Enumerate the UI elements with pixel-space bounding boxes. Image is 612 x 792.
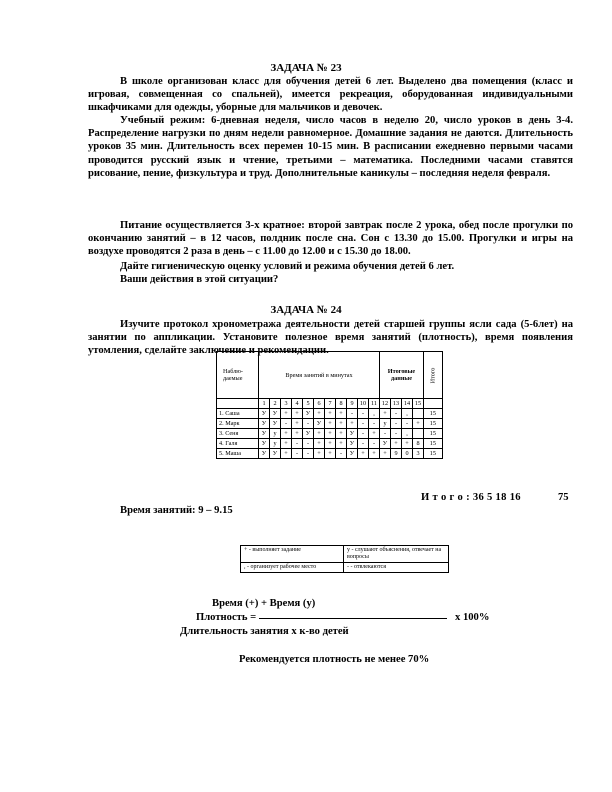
minute-header: 2 <box>270 399 281 409</box>
row-total: 15 <box>424 429 443 439</box>
activity-cell: У <box>259 439 270 449</box>
density-recommendation: Рекомендуется плотность не менее 70% <box>239 654 430 665</box>
minute-header: 5 <box>303 399 314 409</box>
activity-cell: + <box>402 439 413 449</box>
activity-cell: У <box>314 419 325 429</box>
activity-cell: + <box>292 409 303 419</box>
activity-cell: + <box>281 409 292 419</box>
activity-cell: 0 <box>402 449 413 459</box>
minute-header: 8 <box>336 399 347 409</box>
activity-cell: + <box>336 439 347 449</box>
formula-numerator: Время (+) + Время (у) <box>212 598 316 609</box>
minute-header: 13 <box>391 399 402 409</box>
task23-paragraph-2: Учебный режим: 6-дневная неделя, число часов в неделю 20, число уроков в день 3-4. Распределение нагрузки по дням недели равномерное. Домашние задания не даются. Длительность уроков 35 мин. Длительность всех перемен 10-15 мин. В расписании ежедневно первыми часами проводится русский язык и чтение, третьими – математика. Последними часами ставятся рисование, пение, физкультура и труд. Дополнительные каникулы – последняя неделя февраля. <box>88 115 573 179</box>
row-total: 15 <box>424 409 443 419</box>
activity-cell: - <box>369 419 380 429</box>
class-time: Время занятий: 9 – 9.15 <box>120 505 233 516</box>
activity-cell: - <box>358 429 369 439</box>
activity-cell: - <box>303 419 314 429</box>
child-name: 4. Галя <box>217 439 259 449</box>
legend-table <box>240 545 449 573</box>
activity-cell: У <box>259 449 270 459</box>
child-name: 3. Сеня <box>217 429 259 439</box>
task23-paragraph-3: Питание осуществляется 3-х кратное: второй завтрак после 2 урока, обед после прогулки по окончанию занятий – в 12 часов, полдник после сна. Сон с 13.30 до 15.00. Прогулки и игры на воздухе проводятся 2 раза в день – с 11.00 до 12.00 и с 15.30 до 18.00. <box>88 220 573 258</box>
activity-cell: + <box>391 439 402 449</box>
activity-cell: + <box>314 429 325 439</box>
task24-title: ЗАДАЧА № 24 <box>270 304 342 316</box>
header-total: Итого <box>424 352 443 399</box>
legend-doing-task: + - выполняет задание <box>241 546 344 563</box>
activity-cell: + <box>314 409 325 419</box>
table-row <box>217 409 443 419</box>
activity-cell: У <box>303 429 314 439</box>
activity-cell: У <box>303 409 314 419</box>
activity-cell <box>413 429 424 439</box>
activity-cell: У <box>380 439 391 449</box>
activity-cell: У <box>259 419 270 429</box>
minute-header: 11 <box>369 399 380 409</box>
activity-cell: - <box>292 439 303 449</box>
activity-cell: - <box>358 419 369 429</box>
formula-denominator: Длительность занятия х к-во детей <box>180 626 349 637</box>
activity-cell: + <box>325 439 336 449</box>
activity-cell: + <box>369 449 380 459</box>
minute-header: 1 <box>259 399 270 409</box>
task24-paragraph-1: Изучите протокол хронометража деятельности детей старшей группы ясли сада (5-6лет) на занятии по аппликации. Установите полезное время занятий (плотность), время появления утомления, сделайте заключение и рекомендации. <box>88 319 573 357</box>
activity-cell: - <box>336 449 347 459</box>
formula-fraction-bar <box>259 618 447 619</box>
activity-cell: + <box>336 419 347 429</box>
header-time: Время занятий в минутах <box>259 352 380 399</box>
activity-cell: + <box>336 409 347 419</box>
activity-cell: у <box>380 419 391 429</box>
child-name: 5. Маша <box>217 449 259 459</box>
table-row <box>217 419 443 429</box>
minute-header: 12 <box>380 399 391 409</box>
activity-cell: У <box>270 449 281 459</box>
task23-title: ЗАДАЧА № 23 <box>270 62 342 74</box>
activity-cell: - <box>391 429 402 439</box>
activity-cell: + <box>314 449 325 459</box>
activity-cell: у <box>270 439 281 449</box>
activity-cell: + <box>358 449 369 459</box>
minute-header-blank-end <box>424 399 443 409</box>
table-row <box>217 439 443 449</box>
activity-cell: + <box>292 419 303 429</box>
header-totals: Итоговые данные <box>380 352 424 399</box>
activity-cell: - <box>303 449 314 459</box>
row-total: 15 <box>424 449 443 459</box>
minutes-header-row <box>217 399 443 409</box>
activity-cell: - <box>358 409 369 419</box>
activity-cell: + <box>281 449 292 459</box>
activity-cell: У <box>259 409 270 419</box>
activity-cell: - <box>402 419 413 429</box>
activity-cell: + <box>281 429 292 439</box>
activity-cell: У <box>270 409 281 419</box>
task23-question-1: Дайте гигиеническую оценку условий и режима обучения детей 6 лет. <box>120 261 455 272</box>
activity-cell: + <box>347 419 358 429</box>
task23-question-2: Ваши действия в этой ситуации? <box>120 274 279 285</box>
activity-cell: 8 <box>413 439 424 449</box>
activity-cell: У <box>270 419 281 429</box>
activity-cell: У <box>347 439 358 449</box>
minute-header: 10 <box>358 399 369 409</box>
activity-cell: + <box>325 429 336 439</box>
chronometry-table <box>216 351 443 459</box>
legend-listening: у - слушают объяснения, отвечает на вопросы <box>344 546 449 563</box>
activity-cell: 9 <box>391 449 402 459</box>
table-body <box>217 409 443 459</box>
table-row <box>217 449 443 459</box>
minute-header: 3 <box>281 399 292 409</box>
activity-cell: - <box>391 419 402 429</box>
minute-header: 6 <box>314 399 325 409</box>
activity-cell: - <box>292 449 303 459</box>
activity-cell: + <box>369 429 380 439</box>
activity-cell: - <box>380 429 391 439</box>
activity-cell: + <box>413 419 424 429</box>
activity-cell: - <box>358 439 369 449</box>
minute-header: 14 <box>402 399 413 409</box>
legend-organizing: , - организует рабочее место <box>241 563 344 573</box>
legend-distracted: - - отвлекаются <box>344 563 449 573</box>
activity-cell: , <box>369 409 380 419</box>
activity-cell: + <box>380 449 391 459</box>
row-total: 15 <box>424 439 443 449</box>
minute-header: 7 <box>325 399 336 409</box>
minute-header: 15 <box>413 399 424 409</box>
activity-cell: У <box>347 429 358 439</box>
minute-header: 9 <box>347 399 358 409</box>
activity-cell: + <box>325 419 336 429</box>
minute-header: 4 <box>292 399 303 409</box>
child-name: 1. Саша <box>217 409 259 419</box>
child-name: 2. Марк <box>217 419 259 429</box>
activity-cell: + <box>325 449 336 459</box>
activity-cell: 3 <box>413 449 424 459</box>
activity-cell: + <box>314 439 325 449</box>
row-total: 15 <box>424 419 443 429</box>
minutes-header-blank <box>217 399 259 409</box>
activity-cell: - <box>391 409 402 419</box>
formula-left: Плотность = <box>196 612 257 623</box>
activity-cell: - <box>303 439 314 449</box>
activity-cell <box>413 409 424 419</box>
activity-cell: + <box>336 429 347 439</box>
activity-cell: У <box>259 429 270 439</box>
activity-cell: + <box>292 429 303 439</box>
activity-cell: у <box>270 429 281 439</box>
activity-cell: + <box>325 409 336 419</box>
summary-totals: И т о г о : 36 5 18 16 <box>421 492 521 503</box>
formula-right: х 100% <box>455 612 490 623</box>
activity-cell: - <box>281 419 292 429</box>
activity-cell: , <box>402 429 413 439</box>
activity-cell: + <box>281 439 292 449</box>
header-observed: Наблю-даемые <box>217 352 259 399</box>
task23-paragraph-1: В школе организован класс для обучения детей 6 лет. Выделено два помещения (класс и игровая, совмещенная со спальней), имеется рекреация, оборудованная индивидуальными шкафчиками для одежды, уборные для мальчиков и девочек. <box>88 76 573 114</box>
activity-cell: + <box>380 409 391 419</box>
activity-cell: - <box>347 409 358 419</box>
summary-grand-total: 75 <box>558 492 569 503</box>
table-row <box>217 429 443 439</box>
activity-cell: , <box>402 409 413 419</box>
activity-cell: У <box>347 449 358 459</box>
activity-cell: - <box>369 439 380 449</box>
